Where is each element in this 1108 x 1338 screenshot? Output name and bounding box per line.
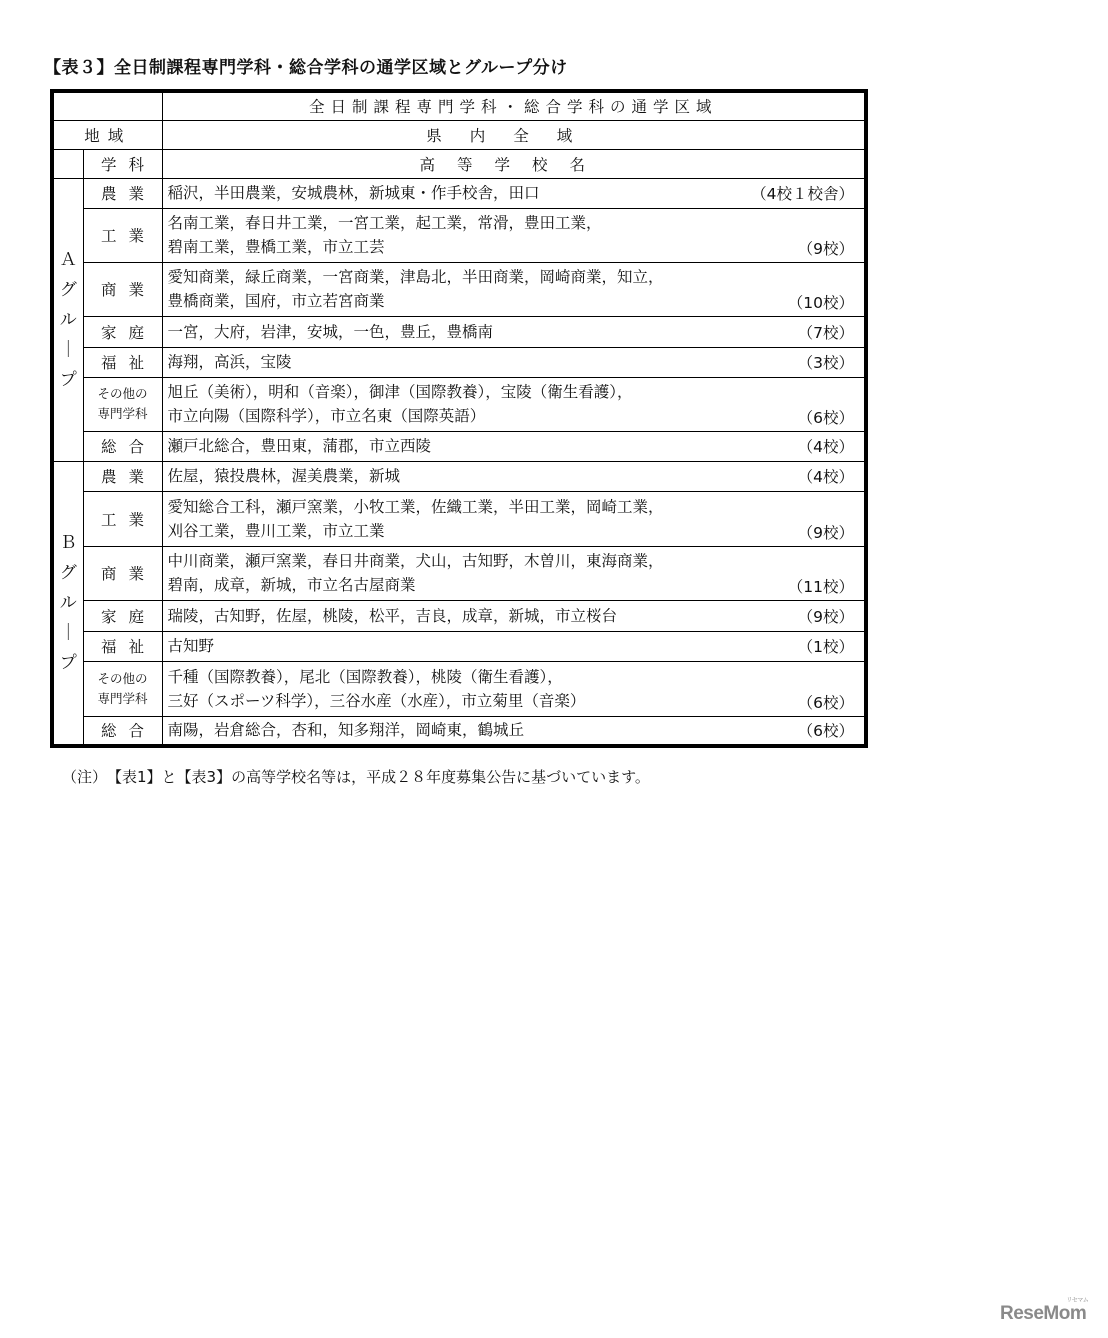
schools-cell: [162, 491, 866, 546]
table-row: [52, 316, 866, 347]
header-row-top: [52, 91, 866, 120]
school-count: （11校）: [787, 577, 854, 596]
header-blank-group-cell: [52, 149, 83, 178]
table-title: 【表３】全日制課程専門学科・総合学科の通学区域とグループ分け: [44, 58, 568, 78]
school-list-line: 瑞陵，古知野，佐屋，桃陵，松平，吉良，成章，新城，市立桜台: [167, 606, 618, 625]
group-label-char: ｜: [59, 622, 77, 643]
school-district-table: [50, 89, 868, 748]
schools-cell: [162, 716, 866, 746]
schools-cell: [162, 546, 866, 600]
subject-cell: 農業: [83, 178, 162, 208]
subject-cell: 農業: [83, 461, 162, 491]
header-row-subject: [52, 149, 866, 178]
subject-line: その他の: [97, 670, 148, 686]
schools-cell: [162, 178, 866, 208]
group-label-char: ｜: [59, 339, 77, 360]
school-count: （4校１校舎）: [751, 185, 854, 203]
school-list-line: 旭丘（美術），明和（音楽），御津（国際教養），宝陵（衛生看護），: [167, 383, 633, 401]
group-label-char: グ: [59, 562, 77, 583]
school-count: （9校）: [797, 607, 854, 626]
region-label: 地域: [52, 120, 162, 149]
group-label-char: ル: [59, 592, 77, 613]
schools-cell: [162, 316, 866, 347]
subject-cell: 総合: [83, 716, 162, 746]
school-list-line: 碧南，成章，新城，市立名古屋商業: [167, 576, 416, 594]
logo-text: ReseMom: [1000, 1303, 1087, 1324]
table-row: [52, 431, 866, 461]
schools-cell: [162, 461, 866, 491]
table-row: [52, 178, 866, 208]
school-list-line: 豊橋商業，国府，市立若宮商業: [167, 292, 385, 310]
subject-line: 専門学科: [97, 406, 148, 421]
school-count: （4校）: [797, 438, 854, 456]
subject-cell: 工業: [83, 208, 162, 262]
school-list-line: 名南工業，春日井工業，一宮工業，起工業，常滑，豊田工業，: [167, 214, 602, 232]
group-label-char: グ: [59, 279, 77, 300]
group-label-char: Ｂ: [59, 532, 77, 553]
subject-cell: 商業: [83, 262, 162, 316]
school-list-line: 一宮，大府，岩津，安城，一色，豊丘，豊橋南: [167, 322, 494, 341]
schools-label: 高等学校名: [162, 149, 866, 178]
schools-cell: [162, 377, 866, 431]
schools-cell: [162, 661, 866, 716]
subject-cell: 家庭: [83, 316, 162, 347]
school-count: （4校）: [797, 468, 854, 486]
logo-subtext: リセマム: [1066, 1298, 1089, 1304]
school-count: （7校）: [797, 323, 854, 342]
resemom-logo: [1000, 1298, 1089, 1325]
table-row: [52, 600, 866, 631]
schools-cell: [162, 431, 866, 461]
group-label: [52, 178, 83, 461]
subject-cell: 工業: [83, 491, 162, 546]
subject-label: 学科: [83, 149, 162, 178]
school-list-line: 三好（スポーツ科学），三谷水産（水産），市立菊里（音楽）: [167, 691, 586, 710]
group-label: [52, 461, 83, 746]
table-row: [52, 491, 866, 546]
school-list-line: 海翔，高浜，宝陵: [167, 353, 292, 371]
footnote: （注） 【表1】と【表3】の高等学校名等は，平成２８年度募集公告に基づいています。: [62, 768, 650, 786]
group-label-char: Ａ: [59, 249, 77, 270]
group-label-char: プ: [59, 652, 77, 673]
school-list-line: 千種（国際教養），尾北（国際教養），桃陵（衛生看護），: [167, 667, 563, 686]
table-row: [52, 546, 866, 600]
schools-cell: [162, 262, 866, 316]
school-list-line: 古知野: [167, 637, 215, 655]
school-list-line: 碧南工業，豊橋工業，市立工芸: [167, 238, 385, 256]
schools-cell: [162, 208, 866, 262]
school-count: （6校）: [797, 693, 854, 712]
school-list-line: 愛知商業，緑丘商業，一宮商業，津島北，半田商業，岡崎商業，知立，: [167, 268, 664, 286]
school-count: （3校）: [797, 354, 854, 372]
school-count: （9校）: [797, 523, 854, 542]
header-row-region: [52, 120, 866, 149]
header-district-title: 全日制課程専門学科・総合学科の通学区域: [162, 91, 866, 120]
school-list-line: 瀬戸北総合，豊田東，蒲郡，市立西陵: [167, 437, 432, 455]
subject-line: その他の: [97, 386, 148, 401]
table-row: [52, 716, 866, 746]
school-list-line: 刈谷工業，豊川工業，市立工業: [167, 521, 385, 540]
subject-cell: 福祉: [83, 631, 162, 661]
schools-cell: [162, 631, 866, 661]
table-row: [52, 631, 866, 661]
table-row: [52, 661, 866, 716]
school-count: （10校）: [787, 293, 854, 312]
header-blank-cell: [52, 91, 162, 120]
group-label-char: ル: [59, 309, 77, 330]
schools-cell: [162, 600, 866, 631]
table-row: [52, 262, 866, 316]
school-list-line: 佐屋，猿投農林，渥美農業，新城: [167, 467, 401, 485]
school-list-line: 愛知総合工科，瀬戸窯業，小牧工業，佐織工業，半田工業，岡崎工業，: [167, 497, 664, 516]
school-count: （6校）: [797, 722, 854, 741]
region-value: 県内全域: [162, 120, 866, 149]
schools-cell: [162, 347, 866, 377]
school-count: （9校）: [797, 239, 854, 258]
subject-cell: 福祉: [83, 347, 162, 377]
school-count: （1校）: [797, 638, 854, 656]
school-count: （6校）: [797, 408, 854, 427]
subject-line: 専門学科: [97, 690, 148, 706]
subject-cell: 総合: [83, 431, 162, 461]
subject-cell: [83, 377, 162, 431]
school-list-line: 中川商業，瀬戸窯業，春日井商業，犬山，古知野，木曽川，東海商業，: [167, 552, 664, 570]
school-list-line: 稲沢，半田農業，安城農林，新城東・作手校舎，田口: [167, 184, 540, 202]
table-row: [52, 461, 866, 491]
table-row: [52, 347, 866, 377]
subject-cell: 家庭: [83, 600, 162, 631]
subject-cell: [83, 661, 162, 716]
group-label-char: プ: [59, 369, 77, 390]
subject-cell: 商業: [83, 546, 162, 600]
table-row: [52, 208, 866, 262]
school-list-line: 南陽，岩倉総合，杏和，知多翔洋，岡崎東，鶴城丘: [167, 721, 525, 740]
school-list-line: 市立向陽（国際科学），市立名東（国際英語）: [167, 407, 486, 425]
table-row: [52, 377, 866, 431]
